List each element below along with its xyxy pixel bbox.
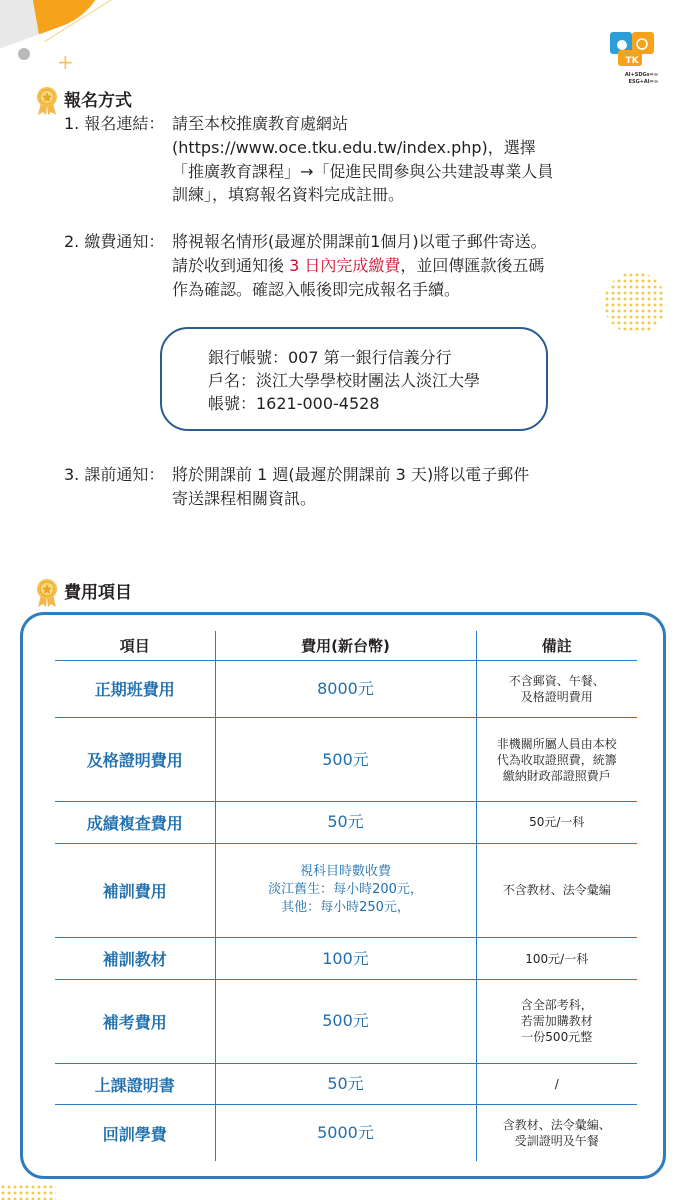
header-note: 備註 — [476, 631, 637, 661]
fee-item-cell: 補訓費用 — [55, 843, 215, 938]
fee-item-cell: 及格證明費用 — [55, 717, 215, 801]
registration-url-link[interactable]: (https://www.oce.tku.edu.tw/index.php)，選擇 — [172, 138, 536, 157]
fee-item-cell: 正期班費用 — [55, 661, 215, 718]
fee-cost-cell: 5000元 — [215, 1105, 476, 1161]
fee-item-cell: 補訓教材 — [55, 938, 215, 979]
payment-line-2 — [172, 254, 544, 278]
fee-cost-cell: 視科目時數收費 淡江舊生：每小時200元， 其他：每小時250元， — [215, 843, 476, 938]
table-row — [55, 938, 637, 979]
registration-title: 報名方式 — [64, 91, 132, 111]
payment-line-2-after: ，並回傳匯款後五碼 — [400, 256, 545, 275]
payment-line-2-before: 請於收到通知後 — [172, 256, 290, 275]
fee-cost-cell: 8000元 — [215, 661, 476, 718]
link-label: 1. 報名連結： — [64, 114, 165, 133]
bank-info-box — [160, 327, 548, 431]
fee-item-cell: 成績複查費用 — [55, 802, 215, 843]
fee-table-card — [20, 612, 666, 1179]
notice-line-1: 將於開課前 1 週(最遲於開課前 3 天)將以電子郵件 — [172, 465, 530, 484]
fee-note-cell: 100元/一科 — [476, 938, 637, 979]
payment-label: 2. 繳費通知： — [64, 232, 165, 251]
plus-decoration: + — [57, 50, 74, 74]
table-row — [55, 979, 637, 1063]
table-row — [55, 843, 637, 938]
fee-table — [55, 631, 637, 1161]
medal-icon — [34, 578, 60, 608]
link-line-3: 「推廣教育課程」→「促進民間參與公共建設專業人員 — [172, 162, 554, 181]
tku-logo-icon — [608, 30, 656, 68]
table-row — [55, 661, 637, 718]
link-line-1: 請至本校推廣教育處網站 — [172, 114, 349, 133]
fee-item-cell: 回訓學費 — [102, 1124, 167, 1144]
logo-tagline-2: ESG+AI=∞ — [628, 79, 658, 85]
header-item: 項目 — [55, 631, 215, 661]
notice-line-2: 寄送課程相關資訊。 — [172, 489, 317, 508]
fee-note-cell: 不含郵資、午餐、 及格證明費用 — [476, 661, 637, 718]
payment-deadline-highlight: 3 日內完成繳費 — [289, 256, 401, 275]
fee-item-cell: 補考費用 — [55, 979, 215, 1063]
table-row — [55, 802, 637, 843]
fee-note-cell: 不含教材、法令彙編 — [476, 843, 637, 938]
bank-holder-line: 戶名：淡江大學學校財團法人淡江大學 — [208, 371, 481, 390]
table-row — [55, 1064, 637, 1105]
link-line-4: 訓練」，填寫報名資料完成註冊。 — [172, 185, 405, 204]
fee-note-cell: / — [476, 1064, 637, 1105]
dot-pattern-decoration — [604, 272, 666, 334]
medal-icon — [34, 86, 60, 116]
corner-swoosh-decoration — [0, 0, 127, 54]
fee-cost-cell: 50元 — [215, 802, 476, 843]
fees-title: 費用項目 — [64, 583, 132, 603]
bank-number-line: 帳號：1621-000-4528 — [208, 394, 380, 413]
fee-item-cell: 上課證明書 — [55, 1064, 215, 1105]
fee-cost-cell: 100元 — [215, 938, 476, 979]
tku-logo — [608, 30, 658, 86]
fee-note-cell: 非機關所屬人員由本校 代為收取證照費，統籌 繳納財政部證照費戶 — [476, 717, 637, 801]
bank-account-line: 銀行帳號：007 第一銀行信義分行 — [208, 348, 452, 367]
fee-note-cell: 含全部考科， 若需加購教材 一份500元整 — [476, 979, 637, 1063]
payment-line-3: 作為確認。確認入帳後即完成報名手續。 — [172, 280, 461, 299]
fee-note-cell: 含教材、法令彙編、 受訓證明及午餐 — [476, 1105, 637, 1161]
payment-line-1: 將視報名情形(最遲於開課前1個月)以電子郵件寄送。 — [172, 232, 547, 251]
fee-note-cell: 50元/一科 — [476, 802, 637, 843]
table-row — [55, 717, 637, 801]
header-cost: 費用(新台幣) — [215, 631, 476, 661]
fee-cost-cell: 50元 — [215, 1064, 476, 1105]
notice-label: 3. 課前通知： — [64, 465, 165, 484]
logo-mark-text: TK — [625, 56, 639, 66]
fee-table-header — [55, 631, 637, 661]
logo-tagline-1: AI+SDGs=∞ — [624, 72, 658, 78]
fee-cost-cell: 500元 — [215, 979, 476, 1063]
table-row — [55, 1105, 637, 1161]
fee-cost-cell: 500元 — [215, 717, 476, 801]
dot-pattern-bottom-decoration — [0, 1184, 56, 1200]
grey-dot-decoration — [18, 48, 30, 60]
